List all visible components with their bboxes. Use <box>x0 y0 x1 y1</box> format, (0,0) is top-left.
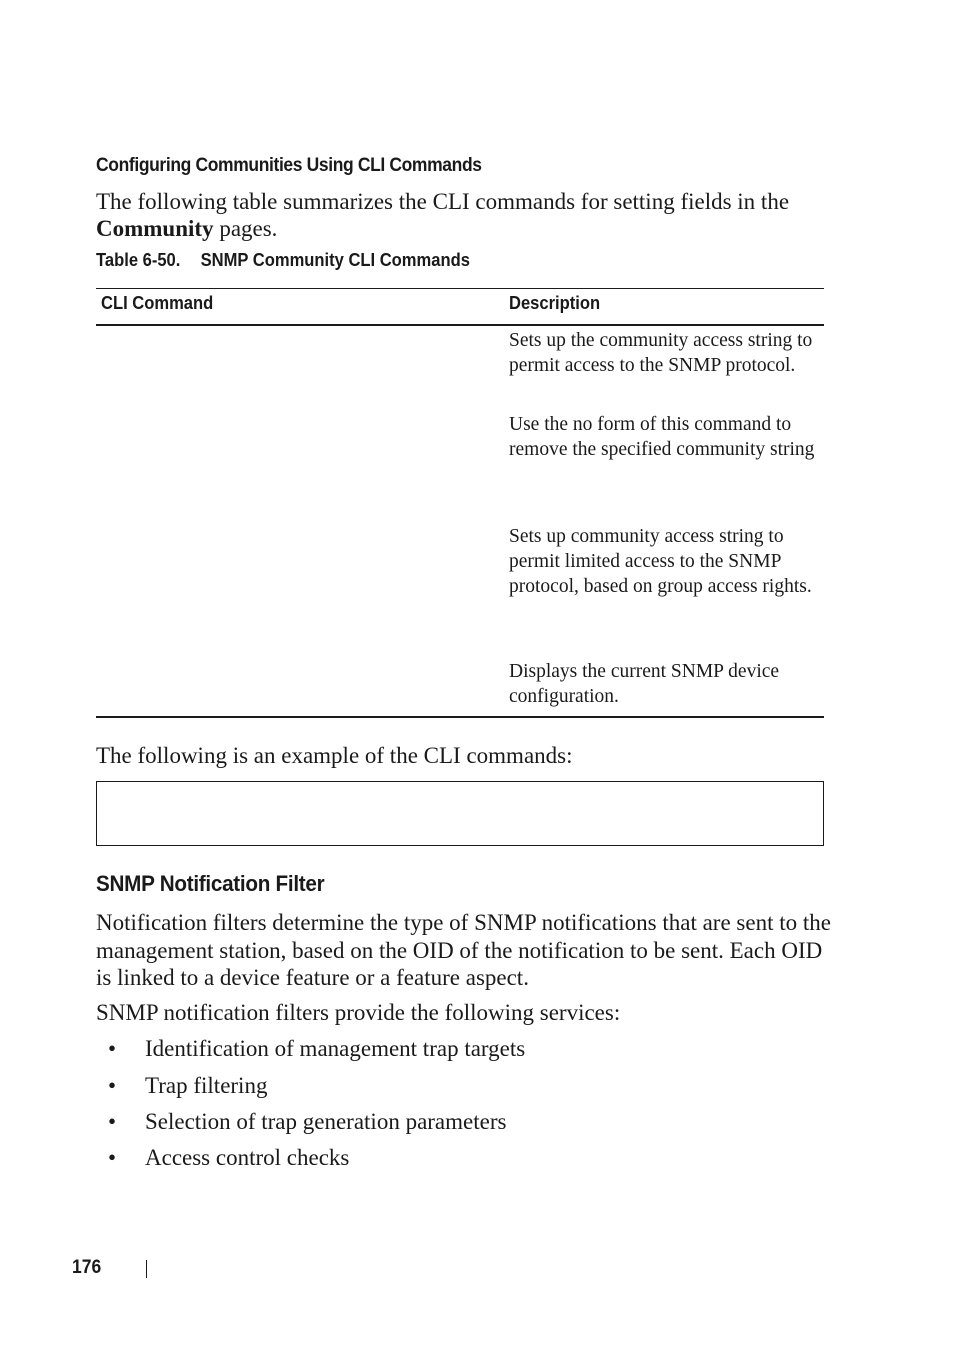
list-item-text: Trap filtering <box>145 1073 268 1098</box>
example-intro: The following is an example of the CLI commands: <box>96 743 573 768</box>
table-bottom-rule <box>96 716 824 718</box>
table-header-description: Description <box>509 293 601 313</box>
list-item-text: Identification of management trap targets <box>145 1036 526 1061</box>
table-cell-description: Displays the current SNMP device configuration. <box>509 661 780 707</box>
page-number: 176 <box>72 1257 102 1278</box>
table-cell-description: Use the no form of this command to remove the specified community string <box>509 414 815 460</box>
bullet-icon: • <box>108 1073 117 1098</box>
bullet-icon: • <box>108 1036 117 1061</box>
table-top-rule <box>96 288 824 289</box>
table-caption <box>96 250 470 271</box>
intro-text-after: pages. <box>213 216 278 241</box>
list-item-text: Selection of trap generation parameters <box>145 1109 507 1134</box>
table-cell-description: Sets up community access string to permit limited access to the SNMP protocol, based on group access rights. <box>509 526 812 597</box>
notification-filter-paragraph: Notification filters determine the type of SNMP notifications that are sent to the management station, based on the OID of the notification to be sent. Each OID is linked to a device feature or a feature aspect. <box>96 910 831 990</box>
list-item-text: Access control checks <box>145 1145 350 1170</box>
footer-divider <box>146 1260 147 1278</box>
notification-filter-heading: SNMP Notification Filter <box>96 871 325 896</box>
intro-paragraph <box>96 188 826 242</box>
cli-example-box <box>96 781 824 846</box>
intro-text-before: The following table summarizes the CLI commands for setting fields in the <box>96 189 790 214</box>
bullet-icon: • <box>108 1109 117 1134</box>
table-caption-number: Table 6-50. <box>96 250 181 270</box>
table-caption-title: SNMP Community CLI Commands <box>200 250 470 270</box>
intro-bold-term: Community <box>96 216 214 241</box>
section-heading: Configuring Communities Using CLI Commands <box>96 155 482 176</box>
bullet-icon: • <box>108 1145 117 1170</box>
table-header-cli-command: CLI Command <box>101 293 214 313</box>
table-cell-description: Sets up the community access string to permit access to the SNMP protocol. <box>509 330 813 376</box>
services-intro: SNMP notification filters provide the following services: <box>96 1000 621 1025</box>
table-header-rule <box>96 324 824 326</box>
